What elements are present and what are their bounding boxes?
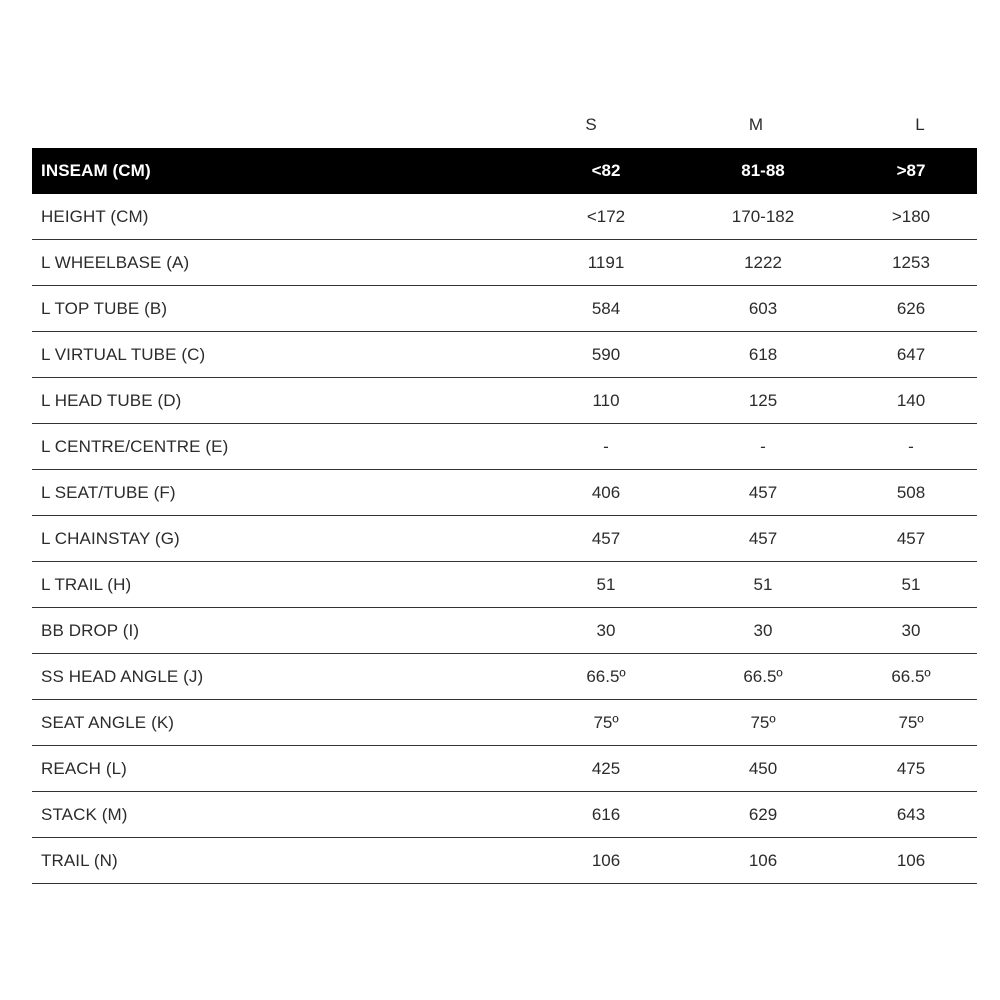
table-row <box>32 516 977 562</box>
row-label: L VIRTUAL TUBE (C) <box>32 332 531 378</box>
cell-s: 425 <box>531 746 681 792</box>
cell-m: 81-88 <box>681 148 845 194</box>
row-label: REACH (L) <box>32 746 531 792</box>
cell-m: 457 <box>681 516 845 562</box>
cell-m: 51 <box>681 562 845 608</box>
cell-l: 30 <box>845 608 977 654</box>
cell-l: 66.5º <box>845 654 977 700</box>
cell-m: 106 <box>681 838 845 884</box>
cell-m: 75º <box>681 700 845 746</box>
cell-l: >180 <box>845 194 977 240</box>
table-row <box>32 562 977 608</box>
cell-m: 629 <box>681 792 845 838</box>
cell-m: 457 <box>681 470 845 516</box>
cell-m: 1222 <box>681 240 845 286</box>
geometry-table <box>32 148 977 884</box>
cell-s: 110 <box>531 378 681 424</box>
cell-s: 584 <box>531 286 681 332</box>
table-row <box>32 332 977 378</box>
cell-l: 51 <box>845 562 977 608</box>
cell-m: 66.5º <box>681 654 845 700</box>
row-label: L TOP TUBE (B) <box>32 286 531 332</box>
cell-s: 51 <box>531 562 681 608</box>
cell-l: - <box>845 424 977 470</box>
row-label: L TRAIL (H) <box>32 562 531 608</box>
cell-s: 590 <box>531 332 681 378</box>
table-row <box>32 700 977 746</box>
table-row <box>32 240 977 286</box>
cell-s: 66.5º <box>531 654 681 700</box>
cell-m: - <box>681 424 845 470</box>
table-row <box>32 654 977 700</box>
size-header-row <box>32 108 977 142</box>
size-label-m: M <box>748 115 764 134</box>
cell-l: 75º <box>845 700 977 746</box>
cell-m: 618 <box>681 332 845 378</box>
cell-s: 30 <box>531 608 681 654</box>
row-label: BB DROP (I) <box>32 608 531 654</box>
cell-m: 125 <box>681 378 845 424</box>
table-row <box>32 424 977 470</box>
cell-l: 647 <box>845 332 977 378</box>
row-label: L SEAT/TUBE (F) <box>32 470 531 516</box>
row-label: SS HEAD ANGLE (J) <box>32 654 531 700</box>
table-row <box>32 792 977 838</box>
row-label: STACK (M) <box>32 792 531 838</box>
table-row <box>32 378 977 424</box>
cell-m: 30 <box>681 608 845 654</box>
row-label: L CHAINSTAY (G) <box>32 516 531 562</box>
table-header-row <box>32 148 977 194</box>
cell-l: 106 <box>845 838 977 884</box>
row-label: TRAIL (N) <box>32 838 531 884</box>
cell-s: - <box>531 424 681 470</box>
cell-s: 406 <box>531 470 681 516</box>
size-label-l: L <box>915 115 925 134</box>
cell-m: 170-182 <box>681 194 845 240</box>
cell-s: 616 <box>531 792 681 838</box>
cell-l: 643 <box>845 792 977 838</box>
cell-s: <172 <box>531 194 681 240</box>
table-row <box>32 194 977 240</box>
table-row <box>32 746 977 792</box>
row-label: SEAT ANGLE (K) <box>32 700 531 746</box>
cell-l: 457 <box>845 516 977 562</box>
cell-l: 1253 <box>845 240 977 286</box>
cell-m: 450 <box>681 746 845 792</box>
cell-s: <82 <box>531 148 681 194</box>
row-label: L WHEELBASE (A) <box>32 240 531 286</box>
cell-m: 603 <box>681 286 845 332</box>
cell-l: 140 <box>845 378 977 424</box>
row-label: INSEAM (CM) <box>32 148 531 194</box>
cell-s: 106 <box>531 838 681 884</box>
size-label-s: S <box>585 115 597 134</box>
cell-l: >87 <box>845 148 977 194</box>
cell-l: 626 <box>845 286 977 332</box>
table-row <box>32 608 977 654</box>
cell-s: 1191 <box>531 240 681 286</box>
cell-l: 508 <box>845 470 977 516</box>
cell-l: 475 <box>845 746 977 792</box>
row-label: L CENTRE/CENTRE (E) <box>32 424 531 470</box>
cell-s: 457 <box>531 516 681 562</box>
table-row <box>32 838 977 884</box>
table-row <box>32 286 977 332</box>
row-label: HEIGHT (CM) <box>32 194 531 240</box>
row-label: L HEAD TUBE (D) <box>32 378 531 424</box>
table-row <box>32 470 977 516</box>
cell-s: 75º <box>531 700 681 746</box>
